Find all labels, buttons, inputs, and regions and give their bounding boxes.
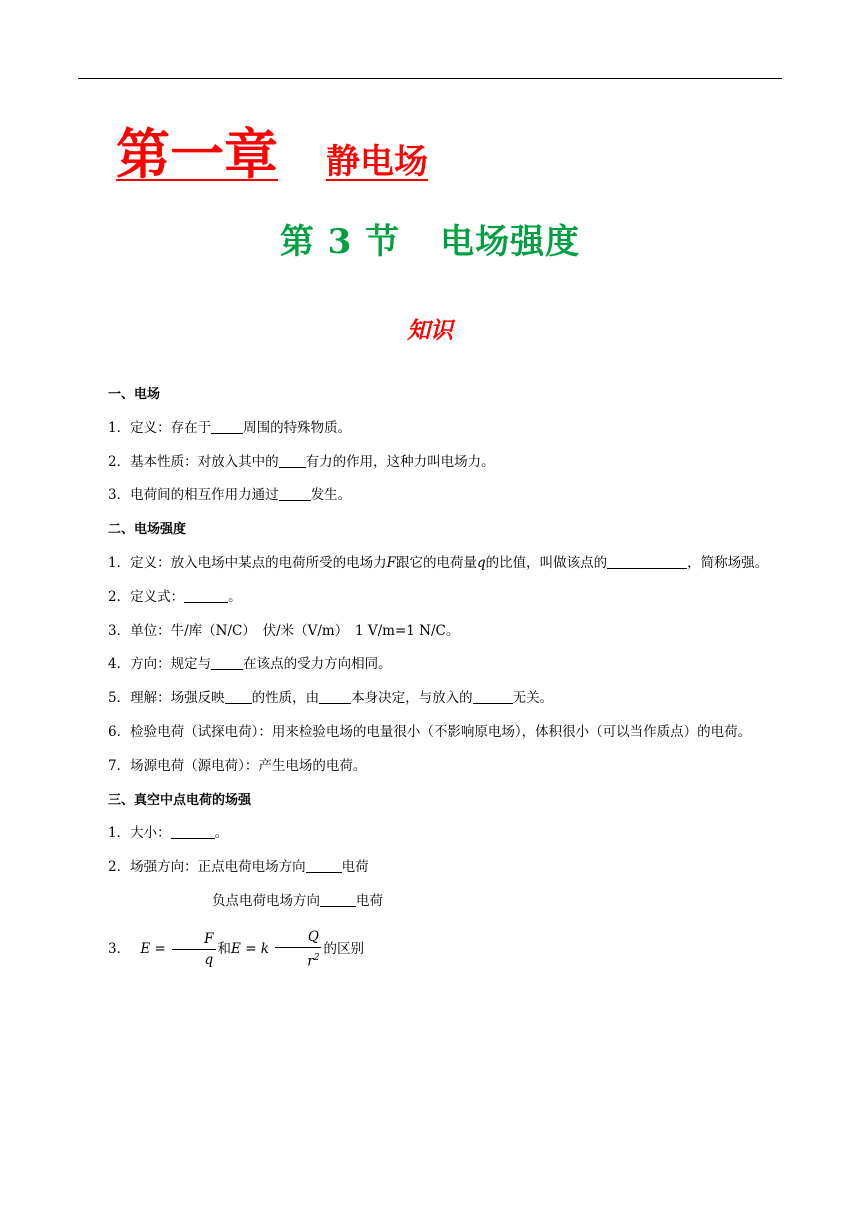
section-heading [0, 214, 860, 263]
part2-item4 [78, 648, 782, 682]
fill-blank [171, 824, 215, 839]
knowledge-label: 知识 [407, 317, 453, 344]
var-q: q [476, 554, 486, 571]
part1-item2 [78, 446, 782, 480]
text: 跟它的电荷量 [395, 554, 477, 571]
text: 2．场强方向：正点电荷电场方向 [108, 859, 306, 876]
fraction-F-over-q [172, 929, 215, 970]
chapter-number: 第一章 [116, 122, 278, 186]
numerator: Q [275, 927, 321, 948]
text: 本身决定，与放入的 [351, 690, 473, 707]
part3-item2b [78, 885, 782, 919]
denominator [275, 948, 321, 972]
part2-heading: 二、电场强度 [108, 522, 187, 538]
part2-item5 [78, 682, 782, 716]
text: 发生。 [310, 487, 352, 504]
text: 周围的特殊物质。 [243, 419, 352, 436]
part3-heading: 三、真空中点电荷的场强 [108, 792, 252, 808]
part3-item2 [78, 851, 782, 885]
numerator: F [172, 929, 215, 950]
text: 的性质，由 [251, 690, 320, 707]
part1-item1 [78, 412, 782, 446]
text: 1．定义：存在于 [108, 419, 212, 436]
top-rule [78, 78, 782, 79]
fill-blank [279, 453, 306, 468]
text: 3． [108, 940, 131, 957]
equals-sign: = [154, 940, 166, 957]
chapter-heading [116, 112, 428, 189]
text: 的区别 [323, 940, 364, 957]
part2-item7: 7．场源电荷（源电荷）：产生电场的电荷。 [108, 757, 367, 774]
part1-heading: 一、电场 [108, 387, 161, 402]
fill-blank [184, 588, 228, 603]
content-body [78, 378, 782, 979]
part3-item1 [78, 817, 782, 851]
section-number: 第 3 节 [279, 222, 401, 262]
var-r: r [307, 953, 314, 970]
fill-blank [211, 419, 243, 434]
text: 无关。 [512, 690, 554, 707]
text: 的比值，叫做该点的 [485, 554, 608, 571]
part2-item1 [78, 547, 782, 581]
exponent: 2 [313, 953, 320, 963]
text: 有力的作用，这种力叫电场力。 [305, 453, 495, 470]
part3-item3 [78, 919, 782, 979]
fill-blank [306, 858, 342, 873]
var-k: k [260, 940, 269, 957]
text: 1．定义：放入电场中某点的电荷所受的电场力 [108, 554, 387, 571]
section-title: 电场强度 [440, 222, 581, 262]
text: 电荷 [341, 859, 369, 876]
denominator: q [204, 951, 214, 968]
text: ，简称场强。 [687, 554, 769, 571]
var-F: F [386, 554, 396, 571]
fill-blank [473, 689, 513, 704]
fill-blank [320, 892, 356, 907]
text: 1．大小： [108, 825, 171, 842]
part2-item3: 3．单位：牛/库（N/C） 伏/米（V/m） 1 V/m=1 N/C。 [108, 622, 460, 639]
fill-blank [607, 554, 687, 569]
text: 。 [214, 825, 229, 842]
fill-blank [211, 655, 243, 670]
text: 。 [228, 588, 242, 605]
fill-blank [225, 689, 252, 704]
text: 4．方向：规定与 [108, 656, 212, 673]
text: 在该点的受力方向相同。 [243, 656, 392, 673]
fraction-Q-over-r2 [275, 927, 321, 972]
part1-item3 [78, 479, 782, 513]
fill-blank [279, 486, 311, 501]
equals-sign: = [245, 940, 257, 957]
text: 2．定义式： [108, 588, 185, 605]
text: 电荷 [356, 892, 383, 909]
fill-blank [319, 689, 351, 704]
part2-item6: 6．检验电荷（试探电荷）：用来检验电场的电量很小（不影响原电场），体积很小（可以当作质点）的电荷。 [108, 723, 752, 740]
part2-item2 [78, 581, 782, 615]
text: 2．基本性质：对放入其中的 [108, 453, 279, 470]
chapter-title: 静电场 [326, 142, 428, 182]
text: 3．电荷间的相互作用力通过 [108, 487, 279, 504]
text: 5．理解：场强反映 [108, 690, 225, 707]
text: 负点电荷电场方向 [212, 892, 320, 909]
var-E: E [140, 940, 151, 957]
var-E: E [231, 940, 241, 957]
text: 和 [217, 940, 232, 957]
